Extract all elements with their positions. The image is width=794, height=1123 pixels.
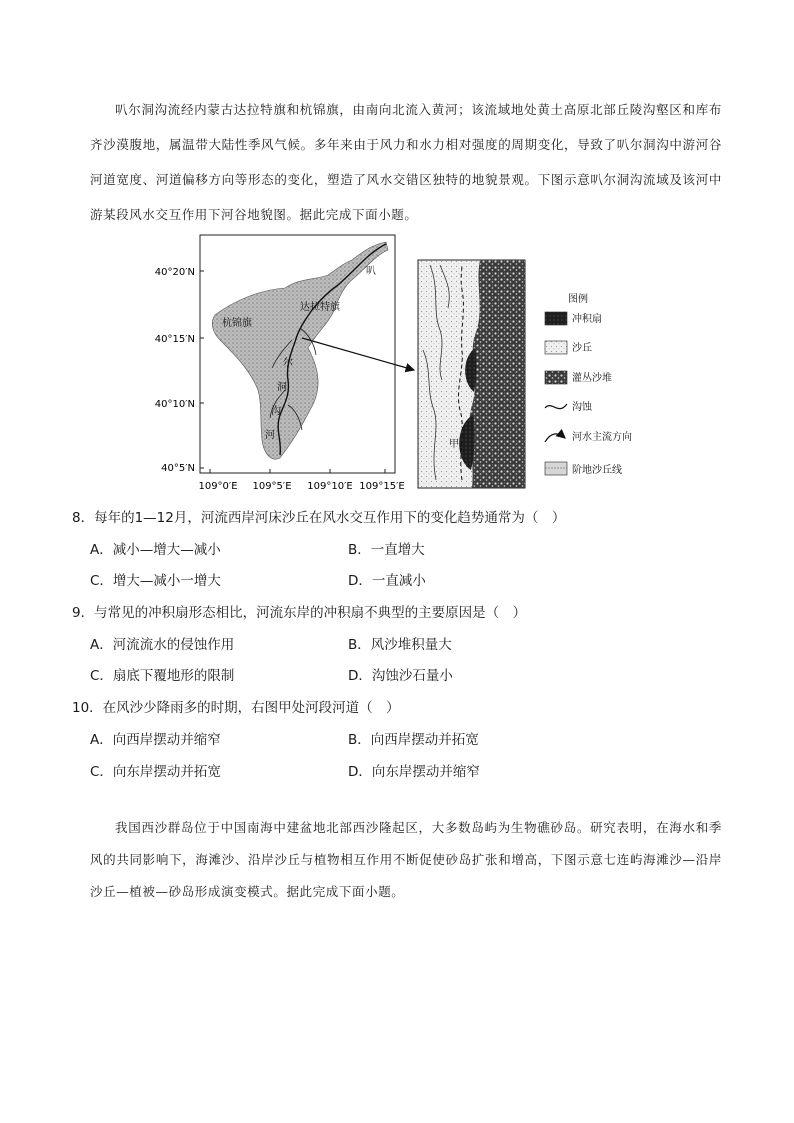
label-dong: 洞 — [277, 382, 287, 393]
legend — [545, 292, 632, 476]
legend-title: 图例 — [568, 294, 588, 305]
longitude-labels — [198, 481, 404, 492]
lat-label-40-15: 40°15′N — [154, 334, 195, 345]
q9-option-d[interactable]: D．沟蚀沙石量小 — [348, 668, 453, 684]
question-9-stem: 9．与常见的冲积扇形态相比，河流东岸的冲积扇不典型的主要原因是（ ） — [72, 605, 527, 621]
label-gou: 沟 — [271, 406, 281, 417]
latitude-labels — [155, 267, 195, 474]
lon-label-109-15: 109°15′E — [359, 481, 405, 492]
question-10-stem: 10．在风沙少降雨多的时期，右图甲处河段河道（ ） — [72, 700, 400, 716]
figure-map-and-valley — [140, 230, 660, 500]
q9-option-b[interactable]: B．风沙堆积量大 — [348, 637, 452, 653]
q10-option-d[interactable]: D．向东岸摆动并缩窄 — [348, 764, 480, 780]
label-hangjinqi: 杭锦旗 — [222, 318, 252, 329]
q10-option-c[interactable]: C．向东岸摆动并拓宽 — [90, 764, 221, 780]
intro-paragraph-1: 叭尔洞沟流经内蒙古达拉特旗和杭锦旗，由南向北流入黄河；该流域地处黄土高原北部丘陵沟壑区和库布齐沙漠腹地，属温带大陆性季风气候。多年来由于风力和水力相对强度的周期变化，导致了叭尔洞沟中游河谷河道宽度、河道偏移方向等形态的变化，塑造了风水交错区独特的地貌景观。下图示意叭尔洞沟流域及该河中游某段风水交互作用下河谷地貌图。据此完成下面小题。 — [90, 102, 722, 222]
lon-label-109-0: 109°0′E — [198, 481, 238, 492]
legend-alluvial-fan: 冲积扇 — [572, 314, 602, 325]
q10-option-b[interactable]: B．向西岸摆动并拓宽 — [348, 732, 479, 748]
legend-shrub-dune: 灌丛沙堆 — [572, 373, 612, 384]
legend-sand-dune: 沙丘 — [572, 343, 592, 354]
legend-gully-erosion: 沟蚀 — [572, 402, 592, 413]
q8-option-a[interactable]: A．减小—增大—减小 — [90, 542, 221, 558]
label-er: 尔 — [283, 358, 293, 369]
point-jia: 甲 — [449, 439, 459, 450]
q9-option-a[interactable]: A．河流流水的侵蚀作用 — [90, 637, 235, 653]
lat-label-40-10: 40°10′N — [154, 399, 195, 410]
label-dalateqi: 达拉特旗 — [300, 302, 340, 313]
lat-label-40-5: 40°5′N — [161, 463, 195, 474]
intro-paragraph-2: 我国西沙群岛位于中国南海中建盆地北部西沙隆起区，大多数岛屿为生物礁砂岛。研究表明，在海水和季风的共同影响下，海滩沙、沿岸沙丘与植物相互作用不断促使砂岛扩张和增高，下图示意七连屿海滩沙—沿岸沙丘—植被—砂岛形成演变模式。据此完成下面小题。 — [90, 820, 722, 899]
q8-option-b[interactable]: B．一直增大 — [348, 542, 425, 558]
label-ba: 叭 — [366, 266, 376, 277]
q10-option-a[interactable]: A．向西岸摆动并缩窄 — [90, 732, 221, 748]
lat-label-40-20: 40°20′N — [154, 267, 195, 278]
question-8-stem: 8．每年的1—12月，河流西岸河床沙丘在风水交互作用下的变化趋势通常为（ ） — [72, 510, 566, 526]
legend-terrace-dune-line: 阶地沙丘线 — [572, 465, 622, 476]
q9-option-c[interactable]: C．扇底下覆地形的限制 — [90, 668, 235, 684]
q8-option-d[interactable]: D．一直减小 — [348, 573, 426, 589]
legend-main-flow: 河水主流方向 — [572, 432, 632, 443]
label-he: 河 — [265, 430, 275, 441]
q8-option-c[interactable]: C．增大—减小一增大 — [90, 573, 221, 589]
lon-label-109-5: 109°5′E — [252, 481, 292, 492]
valley-detail-panel — [418, 260, 525, 488]
lon-label-109-10: 109°10′E — [307, 481, 353, 492]
